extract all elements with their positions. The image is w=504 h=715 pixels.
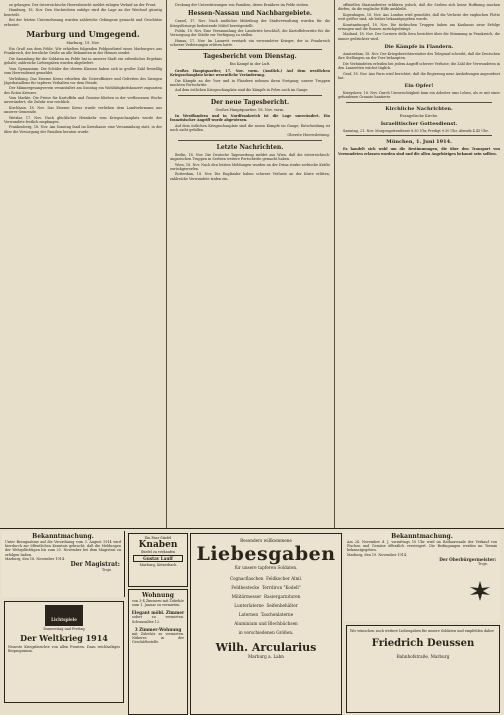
boots-address: Marburg, Ketzerbach: [139, 563, 177, 568]
deussen-name: Friedrich Deussen: [371, 638, 475, 650]
boots-title: Knaben: [138, 540, 178, 551]
article-paragraph: Genf, 18. Nov. Aus Paris wird berichtet, daß die Regierung neue Aushebungen angeordnet hat.: [338, 71, 500, 80]
liebesgaben-item: Cognacflaschen Feldkocher Alml.: [229, 576, 303, 581]
liebesgaben-item: Militärmesser Rasiergarnituren: [231, 594, 301, 599]
section-heading: Der neue Tagesbericht.: [210, 98, 290, 106]
section-heading: Marburg und Umgegend.: [26, 28, 140, 39]
cinema-name: Lichtspiele: [51, 617, 77, 622]
notice-magistrat: [2, 531, 125, 597]
flat-title: 3 Zimmer-Wohnung: [134, 626, 182, 632]
article-paragraph: Verleihung. Das Eiserne Kreuz erhielten die Unteroffiziere und Gefreiten des hiesigen Jägerbataillons für tapferes Verhalten vor dem Feinde.: [4, 76, 162, 85]
column-1: [4, 3, 162, 525]
subheading: Evangelische Kirche.: [399, 113, 439, 118]
column-3: [338, 3, 500, 525]
room-body: sofort zu vermieten. Schwanallee 12.: [132, 615, 184, 624]
article-paragraph: Samstag, 21. Nov. Morgengottesdienst 8.30 Uhr, Predigt 9.30 Uhr, Abends 4.45 Uhr.: [343, 128, 489, 133]
liebesgaben-title: Liebesgaben: [196, 543, 336, 565]
cinema-feature: Der Weltkrieg 1914: [20, 633, 108, 644]
liebesgaben-firm: Wilh. Arcularius: [215, 641, 317, 654]
flat-body: mit Zubehör zu vermieten. Näheres in der Geschäftsstelle.: [132, 631, 184, 645]
article-paragraph: Hanau, 17. Nov. Im Lazarett verstarb ein verwundeter Krieger, der in Frankreich schwere Verletzungen erlitten hatte.: [170, 38, 330, 48]
notice-body: Am 24. November d. J. vormittags 10 Uhr wird im Rathaussaale der Verkauf von Fischen und Gemüse öffentlich versteigert. Die Bedingungen werden im Termin bekanntgegeben.: [347, 540, 497, 553]
notice-signature-title: Der Magistrat:: [70, 561, 120, 569]
boots-ad: [128, 533, 188, 587]
divider: [178, 49, 322, 50]
subheading: Ein Kampf in der Luft.: [229, 62, 271, 67]
divider: [346, 135, 492, 136]
notice-title: Bekanntmachung.: [32, 533, 94, 540]
article-paragraph: offiziellen Staatsarbeiter erklären jedoch, daß die Serben sich keine Hoffnung machen dürfen, da die englische Hilfe ausbleibt.: [338, 3, 500, 12]
liebesgaben-item: Feldbestecke Terrdiron "Kodell": [231, 585, 301, 590]
article-paragraph: Rotterdam, 18. Nov. Die Engländer haben schwere Verluste an der Küste erlitten; zahlreiche Verwundete trafen ein.: [170, 172, 330, 181]
signature: Oberste Heeresleitung.: [287, 133, 330, 138]
section-heading: Israelitischer Gottesdienst.: [380, 120, 458, 127]
article-paragraph: Vom Markte. Die Preise für Kartoffeln und Gemüse blieben in der verflossenen Woche unverändert; die Zufuhr war reichlich.: [4, 96, 162, 105]
section-heading: Tagesbericht vom Dienstag.: [203, 53, 297, 61]
article-paragraph: Frankenberg, 18. Nov. Am Sonntag fand im Kreishause eine Versammlung statt, in der über die Versorgung der Familien beraten wurde.: [4, 125, 162, 134]
dateline: Marburg, 19. Nov.: [66, 40, 100, 45]
article-paragraph: Die Verbündeten erleiden bei jedem Angriff schwere Verluste; die Zahl der Verwundeten in den Lazaretten wächst täglich.: [338, 61, 500, 71]
section-heading: Kirchliche Nachrichten.: [385, 105, 453, 112]
section-heading: München, 1. Juni 1914.: [386, 139, 452, 146]
notice-title: Bekanntmachung.: [391, 533, 453, 540]
article-paragraph: Hamburg, 18. Nov. Den Nachrichten zufolge wird die Lage an der Weichsel günstig beurteilt.: [4, 8, 162, 17]
deussen-address: Bahnhofstraße, Marburg: [396, 654, 450, 660]
section-heading: Die Kämpfe in Flandern.: [384, 43, 454, 50]
divider: [178, 95, 322, 96]
article-paragraph: Kirchhain, 18. Nov. Das Eiserne Kreuz wurde verliehen dem Landwehrmann aus unserer Gemeinde.: [4, 105, 162, 115]
boots-merchant: Gustav Lauff: [133, 555, 183, 562]
article-paragraph: Die Kämpfe an der Yser und in Flandern nehmen ihren Fortgang; unsere Truppen machten Fortschritte.: [170, 78, 330, 87]
notice-date: Marburg, den 19. November 1914.: [347, 552, 408, 557]
notice-signature-name: Troje.: [477, 561, 488, 566]
article-paragraph: Deckung der Unterstützungen von Familien, deren Ernährer im Felde stehen.: [175, 3, 309, 7]
divider: [346, 102, 492, 103]
article-paragraph: Kopenhagen, 18. Nov. Aus London wird gemeldet, daß die Verluste der englischen Flotte weit größer sind, als bisher bekanntgegeben wurde.: [338, 12, 500, 22]
apartment-title: Wohnung: [142, 592, 174, 599]
article-paragraph: In Westflandern und in Nordfrankreich ist die Lage unverändert. Ein französischer Angriff wurde abgewiesen.: [170, 113, 330, 123]
section-heading: Hessen-Nassau und Nachbargebiete.: [187, 10, 312, 18]
cinema-ad: [4, 601, 124, 703]
column-2: [170, 3, 330, 525]
boots-top: Ein Paar Stiefel: [144, 536, 172, 540]
apartment-body: von 3-4 Zimmern mit Zubehör zum 1. Januar zu vermieten.: [132, 599, 184, 608]
advertisement-section: [0, 528, 504, 715]
liebesgaben-item: in verschiedenen Größen.: [238, 630, 294, 635]
article-paragraph: Vom Gymnasium. Die Schüler der oberen Klassen haben sich in großer Zahl freiwillig zum Heeresdienst gemeldet.: [4, 66, 162, 76]
divider: [178, 140, 322, 141]
deussen-top: Wir wünschen noch weitere Liebesgaben für unsere Soldaten und empfehlen daher: [350, 629, 494, 633]
article-paragraph: Bei der letzten Unternehmung wurden zahlreiche Gefangene gemacht und Geschütze erbeutet.: [4, 18, 162, 27]
article-paragraph: Der Männergesangverein veranstaltet am Sonntag ein Wohltätigkeitskonzert zugunsten des Roten Kreuzes.: [4, 86, 162, 95]
room-title: Elegant möbl. Zimmer: [131, 610, 185, 616]
column-divider: [166, 0, 167, 528]
article-paragraph: Wien, 18. Nov. Nach den letzten Meldungen wurden an der Drina starke serbische Kräfte zurückgeworfen.: [170, 162, 330, 171]
article-paragraph: Amsterdam, 18. Nov. Der Kriegsberichterstatter des Telegraaf schreibt, daß die Deutschen ihre Stellungen an der Yser behaupten.: [338, 51, 500, 61]
section-heading: Letzte Nachrichten.: [216, 143, 284, 151]
column-divider: [334, 0, 335, 528]
cinema-body: Neueste Kriegsberichte von allen Fronten. Dazu reichhaltiges Beiprogramm.: [8, 645, 120, 654]
article-paragraph: Mailand, 18. Nov. Der Corriere della Sera berichtet über die Stimmung in Frankreich, die immer gedrückter wird.: [338, 32, 500, 41]
article-paragraph: Cassel, 17. Nov. Nach amtlicher Mitteilung der Stadtverwaltung wurden für die Kriegsfürsorge bedeutende Mittel bereitgestellt.: [170, 19, 330, 28]
article-paragraph: Großes Hauptquartier, 17. Nov. vorm. (Amtlich.) Auf dem westlichen Kriegsschauplatz keine wesentliche Veränderung.: [170, 68, 330, 78]
section-heading: Ein Opfer!: [404, 83, 434, 90]
liebesgaben-item: Lunterlaterne Seifenbehälter: [234, 603, 298, 608]
liebesgaben-item: Aluminium und Blechbüchsen: [234, 621, 298, 626]
iron-cross-icon: [468, 579, 492, 603]
article-paragraph: Es handelt sich wohl um die Bestimmungen, die über den Transport von Verwundeten erlassen worden sind und die allen Angehörigen bekannt sein sollten.: [338, 147, 500, 156]
boots-sub: Stiefel zu verkaufen: [140, 550, 176, 555]
article-paragraph: Kriegsherr, 18. Nov. Durch Unvorsichtigkeit kam ein Arbeiter ums Leben, als er mit einer gefundenen Granate hantierte.: [338, 91, 500, 100]
article-paragraph: Auf dem östlichen Kriegsschauplatz sind die neuen Kämpfe im Gange; Entscheidung ist noch nicht gefallen.: [170, 123, 330, 132]
notice-signature-name: Troje.: [101, 568, 112, 573]
article-paragraph: Auf dem östlichen Kriegsschauplatz sind die Kämpfe in Polen noch im Gange.: [175, 88, 309, 93]
article-paragraph: Berlin, 18. Nov. Die Deutsche Tageszeitung meldet aus Wien, daß die österreichisch-ungarischen Truppen in Serbien weitere Fortschritte gemacht haben.: [170, 152, 330, 162]
liebesgaben-item: Laternen Taschenlaterne: [238, 612, 294, 617]
notice-signature-title: Der Oberbürgermeister:: [439, 556, 496, 562]
notice-date: Marburg, den 18. November 1914.: [5, 556, 66, 561]
article-paragraph: Konstantinopel, 18. Nov. Die türkischen Truppen haben am Kaukasus neue Erfolge errungen und die Russen zurückgedrängt.: [338, 22, 500, 31]
article-paragraph: Die Sammlung für die Soldaten im Felde hat in unserer Stadt ein erfreuliches Ergebnis gehabt; zahlreiche Liebesgaben wurden abgeliefert.: [4, 56, 162, 66]
article-paragraph: Ein Gruß aus dem Felde. Wir erhielten folgenden Feldpostbrief eines Marburgers aus Frankreich, der herzliche Grüße an alle Bekannten in der Heimat sendet.: [4, 47, 162, 56]
apartment-ads: [128, 589, 188, 715]
notice-body: Unter Bezugnahme auf die Verordnung vom 3. August 1914 wird hierdurch zur öffentlichen Kenntnis gebracht, daß die Meldungen der Wehrpflichtigen bis zum 25. November bei dem Magistrat zu erfolgen haben.: [5, 540, 121, 557]
liebesgaben-lead: Besonders willkommene: [240, 538, 292, 543]
subheading: Großes Hauptquartier, 18. Nov. vorm.: [215, 107, 285, 112]
article-paragraph: Fulda, 18. Nov. Eine Versammlung der Landwirte beschloß, die Kartoffelvorräte für die Versorgung der Städte zur Verfügung zu stellen.: [170, 29, 330, 38]
article-paragraph: Wetzlar, 17. Nov. Nach glücklicher Heimkehr vom Kriegsschauplatz wurde der Verwundete festlich empfangen.: [4, 115, 162, 124]
liebesgaben-sub: für unsere tapferen Soldaten.: [234, 565, 298, 570]
article-paragraph: zu gelangen. Der österreichische Heeresbericht meldet ruhigen Verlauf an der Front.: [9, 3, 157, 7]
notice-oberbuergermeister: [344, 531, 500, 621]
liebesgaben-ad: [190, 533, 342, 715]
deussen-ad: [346, 625, 500, 713]
liebesgaben-city: Marburg a. Lahn: [247, 654, 284, 659]
cinema-days: Donnerstag und Freitag: [43, 627, 85, 631]
